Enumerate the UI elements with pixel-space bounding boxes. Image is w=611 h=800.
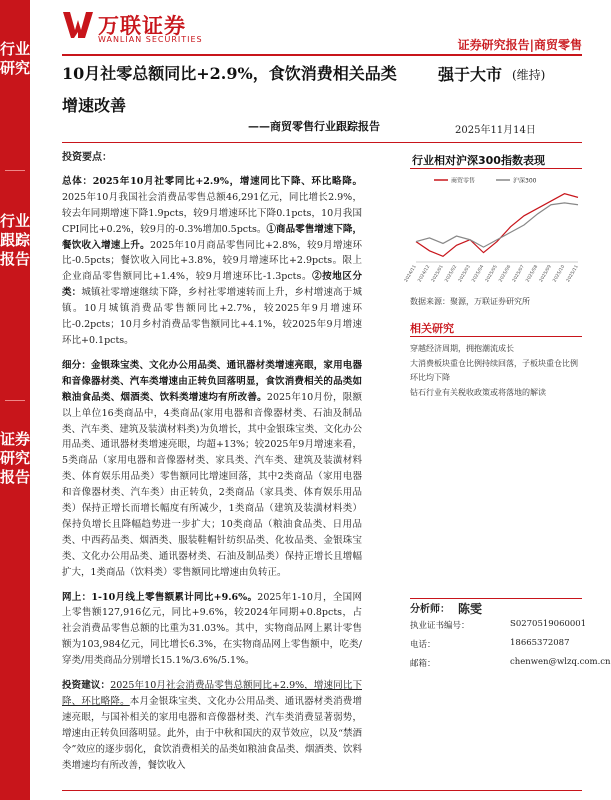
x-tick-label: 2025/07 [512, 264, 526, 284]
data-source: 数据来源：聚源，万联证券研究所 [410, 297, 530, 306]
main-body [62, 150, 362, 783]
paragraph-online [62, 590, 362, 670]
x-tick-label: 2025/11 [566, 264, 580, 284]
phone-number: 18665372087 [510, 638, 570, 648]
legend-label: 沪深300 [513, 177, 537, 185]
relative-performance-title: 行业相对沪深300指数表现 [412, 154, 545, 167]
paragraph-lead: ①商品零售增速下降，餐饮收入增速上升。 [62, 223, 362, 251]
paragraph-text: 2025年10月份，限额以上单位16类商品中，4类商品(家用电器和音像器材类、石油及制品类、汽车类、建筑及装潢材料类)为负增长，其中金银珠宝类、文化办公用品类、通讯器材类增速亮眼，均超+13%；较2025年9月增速来看，5类商品（家用电器和音像器材类、家具类、汽车类、建筑及装潢材料类、体育娱乐用品类）零售额同比增速回落，其中2类商品（家用电器和音像器材类、汽车类）由正转负，2类商品（家具类、体育娱乐用品类）保持正增长而增长幅度有所减少，1类商品（建筑及装潢材料类）保持负增长且降幅趋势进一步扩大；10类商品（粮油食品类、日用品类、中西药品类、烟酒类、服装鞋帽针纺织品类、化妆品类、金银珠宝类、文化办公用品类、通讯器材类、石油及制品类）保持正增长且增幅扩大，1类商品（饮料类）零售额同比增速由负转正。 [62, 391, 362, 578]
relative-performance-divider [410, 168, 582, 169]
x-tick-label: 2025/02 [444, 264, 459, 284]
sidebar-divider [5, 170, 25, 171]
sidebar-label-tracking-report: 行业跟踪报告 [0, 212, 31, 268]
research-link[interactable]: 大消费板块重仓比例持续回落，子板块重仓比例环比均下降 [410, 359, 578, 382]
email-row [410, 657, 611, 676]
cert-row [410, 619, 590, 638]
x-tick-label: 2025/06 [498, 264, 513, 284]
paragraph-lead: 总体：2025年10月社零同比+2.9%，增速同比下降、环比略降。 [62, 175, 362, 187]
analyst-row [410, 600, 590, 619]
email-label: 邮箱： [410, 659, 436, 669]
paragraph-lead: 细分：金银珠宝类、文化办公用品类、通讯器材类增速亮眼，家用电器和音像器材类、汽车类增速由正转负回落明显，食饮消费相关的品类如粮油食品类、烟酒类、饮料类增速均有所改善。 [62, 359, 362, 403]
logo-text-en: WANLIAN SECURITIES [98, 35, 203, 44]
research-link[interactable]: 钻石行业有关税收政策或将落地的解读 [410, 388, 546, 397]
paragraph-text: 2025年10月我国社会消费品零售总额46,291亿元，同比增长2.9%，较去年同期增速下降1.9pcts，较9月增速环比下降0.1pcts，10月我国CPI同比+0.2%，较9月的-0.3%增加0.5pcts。 [62, 191, 362, 235]
x-tick-label: 2025/04 [471, 264, 486, 284]
paragraph-text: 城镇社零增速继续下降，乡村社零增速转而上升，乡村增速高于城镇。10月城镇消费品零售额同比+2.7%，较2025年9月增速环比-0.2pcts；10月乡村消费品零售额同比+4.1%，较2025年9月增速环比+0.1pcts。 [62, 287, 362, 346]
header-divider [62, 54, 582, 56]
x-tick-label: 2024/11 [404, 264, 418, 284]
series-line [416, 194, 578, 257]
relative-performance-chart [404, 172, 582, 290]
phone-row [410, 638, 590, 657]
report-title: 10月社零总额同比+2.9%，食饮消费相关品类增速改善 [62, 64, 397, 115]
related-research-list [410, 342, 582, 401]
related-research-title: 相关研究 [410, 322, 454, 335]
analyst-label: 分析师： [410, 604, 450, 615]
logo-text-cn: 万联证券 [98, 14, 186, 38]
paragraph-text: 2025年1-10月，全国网上零售额127,916亿元，同比+9.6%，较2024年同期+0.8pcts，占社会消费品零售总额的比重为31.03%。其中，实物商品网上累计零售额为103,984亿元，同比增长6.3%，在实物商品网上零售额中，吃类/穿类/用类商品分别增长15.1%/3.6%/5.1%。 [62, 591, 362, 667]
paragraph-text: 本月金银珠宝类、文化办公用品类、通讯器材类消费增速亮眼，与国补相关的家用电器和音像器材类、汽车类消费显著弱势，增速由正转负回落明显。此外，由于中秋和国庆的双节效应，以及“禁酒令”效应的逐步弱化，食饮消费相关的品类如粮油食品类、烟酒类、饮料类增速均有所改善，餐饮收入 [62, 696, 362, 771]
paragraph-lead: 网上：1-10月线上零售额累计同比+9.6%。 [62, 591, 258, 603]
x-tick-label: 2025/01 [431, 264, 445, 284]
sidebar-divider [5, 400, 25, 401]
paragraph-lead: 投资建议： [62, 680, 111, 692]
rating-main: 强于大市 [438, 65, 503, 84]
cert-number: S0270519060001 [510, 619, 587, 629]
series-line [416, 203, 578, 247]
paragraph-text: 2025年10月商品零售同比+2.8%，较9月增速环比-0.5pcts；餐饮收入同比+3.8%，较9月增速环比+2.9pcts。限上企业商品零售额同比+1.4%，较9月增速环比-1.3pcts。 [62, 239, 362, 283]
sidebar-label-industry-research: 行业研究 [0, 40, 31, 77]
x-tick-label: 2025/03 [458, 264, 472, 284]
paragraph-breakdown [62, 358, 362, 581]
legend-label: 商贸零售 [451, 177, 476, 185]
report-subtitle: ——商贸零售行业跟踪报告 [248, 120, 380, 133]
x-tick-label: 2025/05 [485, 264, 499, 284]
paragraph-investment-advice [62, 678, 362, 773]
left-sidebar [0, 0, 30, 800]
cert-label: 执业证书编号： [410, 621, 470, 631]
paragraph-underlined: 2025年10月社会消费品零售总额同比+2.9%，增速同比下降、环比略降。 [62, 680, 362, 707]
x-tick-label: 2025/08 [525, 264, 540, 284]
wanlian-logo-icon [63, 12, 93, 38]
x-tick-label: 2024/12 [417, 264, 432, 284]
research-link[interactable]: 穿越经济周期，拥抱潮流成长 [410, 344, 514, 353]
phone-label: 电话： [410, 640, 436, 650]
sidebar-label-securities-report: 证券研究报告 [0, 430, 31, 486]
paragraph-lead: ②按地区分类： [62, 271, 362, 299]
footer-divider [62, 790, 582, 791]
analyst-info [410, 600, 611, 676]
rating-sub: (维持) [512, 68, 546, 82]
report-date: 2025年11月14日 [455, 125, 536, 136]
title-divider [62, 142, 582, 143]
paragraph-overall [62, 174, 362, 349]
investment-highlights-heading: 投资要点： [62, 152, 112, 163]
x-tick-label: 2025/09 [539, 264, 553, 284]
email-address[interactable]: chenwen@wlzq.com.cn [510, 657, 611, 667]
analyst-name: 陈雯 [458, 602, 483, 616]
x-tick-label: 2025/10 [552, 264, 567, 284]
related-research-divider [410, 336, 582, 337]
analyst-divider [410, 598, 582, 599]
report-category: 证券研究报告|商贸零售 [457, 38, 582, 52]
